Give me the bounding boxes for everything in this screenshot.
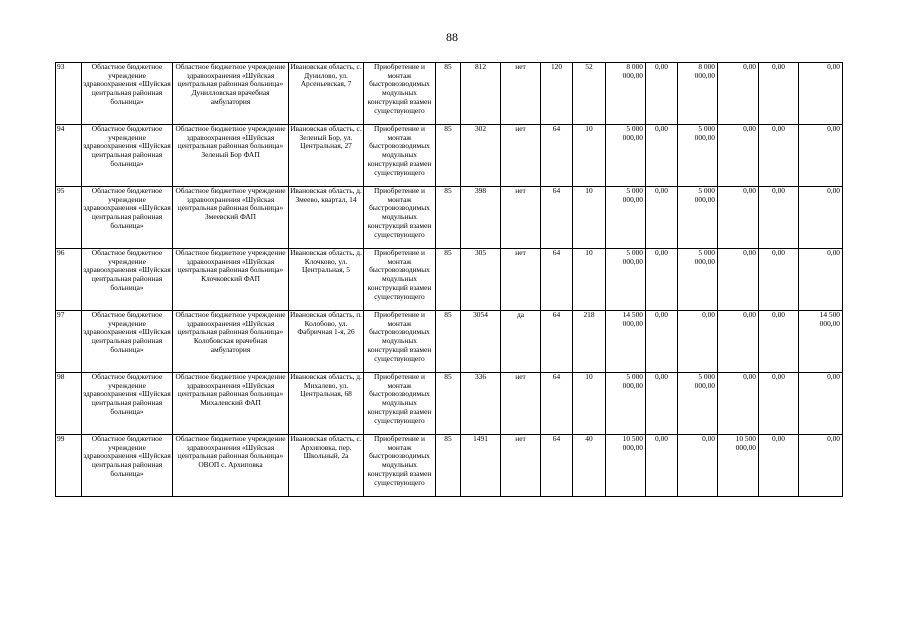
- row-number-cell: 94: [56, 125, 82, 187]
- value-cell: 85: [436, 311, 461, 373]
- work-type-cell: Приобретение и монтаж быстровозводимых модульных конструкций взамен существующего: [364, 435, 436, 497]
- value-cell: 0,00: [799, 187, 843, 249]
- value-cell: 0,00: [759, 187, 799, 249]
- value-cell: 5 000 000,00: [678, 373, 718, 435]
- value-cell: 85: [436, 373, 461, 435]
- value-cell: 0,00: [718, 125, 759, 187]
- value-cell: 85: [436, 125, 461, 187]
- table-row: [56, 63, 843, 125]
- value-cell: 0,00: [646, 435, 678, 497]
- value-cell: нет: [501, 63, 541, 125]
- value-cell: 0,00: [646, 125, 678, 187]
- address-cell: Ивановская область, с. Зеленый Бор, ул. Центральная, 27: [289, 125, 364, 187]
- value-cell: 5 000 000,00: [678, 187, 718, 249]
- value-cell: 10 500 000,00: [718, 435, 759, 497]
- row-number-cell: 96: [56, 249, 82, 311]
- address-cell: Ивановская область, д. Клочково, ул. Центральная, 5: [289, 249, 364, 311]
- value-cell: 85: [436, 63, 461, 125]
- institution-cell: Областное бюджетное учреждение здравоохранения «Шуйская центральная районная больница»: [82, 187, 173, 249]
- work-type-cell: Приобретение и монтаж быстровозводимых модульных конструкций взамен существующего: [364, 125, 436, 187]
- address-cell: Ивановская область, с. Дунилово, ул. Арсеньевская, 7: [289, 63, 364, 125]
- value-cell: 0,00: [759, 125, 799, 187]
- value-cell: 3054: [461, 311, 501, 373]
- value-cell: 336: [461, 373, 501, 435]
- value-cell: 0,00: [718, 373, 759, 435]
- value-cell: 120: [541, 63, 573, 125]
- value-cell: 14 500 000,00: [799, 311, 843, 373]
- value-cell: 0,00: [759, 435, 799, 497]
- value-cell: 14 500 000,00: [606, 311, 646, 373]
- address-cell: Ивановская область, п. Колобово, ул. Фабричная 1-я, 26: [289, 311, 364, 373]
- value-cell: 85: [436, 249, 461, 311]
- table-row: [56, 373, 843, 435]
- table-row: [56, 311, 843, 373]
- value-cell: 812: [461, 63, 501, 125]
- value-cell: нет: [501, 373, 541, 435]
- value-cell: да: [501, 311, 541, 373]
- page-number: 88: [446, 30, 458, 44]
- value-cell: нет: [501, 187, 541, 249]
- value-cell: 64: [541, 187, 573, 249]
- unit-cell: Областное бюджетное учреждение здравоохранения «Шуйская центральная районная больница» Зеленый Бор ФАП: [173, 125, 289, 187]
- value-cell: 10: [573, 125, 606, 187]
- value-cell: 52: [573, 63, 606, 125]
- value-cell: 0,00: [799, 125, 843, 187]
- value-cell: 0,00: [759, 249, 799, 311]
- value-cell: нет: [501, 435, 541, 497]
- value-cell: 398: [461, 187, 501, 249]
- value-cell: 0,00: [718, 187, 759, 249]
- value-cell: 5 000 000,00: [606, 187, 646, 249]
- unit-cell: Областное бюджетное учреждение здравоохранения «Шуйская центральная районная больница» Змеевский ФАП: [173, 187, 289, 249]
- value-cell: 0,00: [718, 63, 759, 125]
- work-type-cell: Приобретение и монтаж быстровозводимых модульных конструкций взамен существующего: [364, 373, 436, 435]
- institution-cell: Областное бюджетное учреждение здравоохранения «Шуйская центральная районная больница»: [82, 435, 173, 497]
- unit-cell: Областное бюджетное учреждение здравоохранения «Шуйская центральная районная больница» Дунилловская врачебная амбулатория: [173, 63, 289, 125]
- value-cell: 0,00: [646, 187, 678, 249]
- value-cell: 64: [541, 435, 573, 497]
- work-type-cell: Приобретение и монтаж быстровозводимых модульных конструкций взамен существующего: [364, 249, 436, 311]
- value-cell: 5 000 000,00: [606, 125, 646, 187]
- value-cell: 0,00: [759, 311, 799, 373]
- address-cell: Ивановская область, д. Михалево, ул. Центральная, 68: [289, 373, 364, 435]
- value-cell: 218: [573, 311, 606, 373]
- table-row: [56, 435, 843, 497]
- institution-cell: Областное бюджетное учреждение здравоохранения «Шуйская центральная районная больница»: [82, 373, 173, 435]
- value-cell: 0,00: [759, 63, 799, 125]
- unit-cell: Областное бюджетное учреждение здравоохранения «Шуйская центральная районная больница» Михалевский ФАП: [173, 373, 289, 435]
- value-cell: 5 000 000,00: [678, 249, 718, 311]
- value-cell: 0,00: [759, 373, 799, 435]
- institution-cell: Областное бюджетное учреждение здравоохранения «Шуйская центральная районная больница»: [82, 311, 173, 373]
- row-number-cell: 98: [56, 373, 82, 435]
- value-cell: 85: [436, 187, 461, 249]
- value-cell: 64: [541, 125, 573, 187]
- unit-cell: Областное бюджетное учреждение здравоохранения «Шуйская центральная районная больница» Клочковский ФАП: [173, 249, 289, 311]
- value-cell: нет: [501, 125, 541, 187]
- value-cell: 0,00: [799, 373, 843, 435]
- institution-cell: Областное бюджетное учреждение здравоохранения «Шуйская центральная районная больница»: [82, 125, 173, 187]
- table-row: [56, 187, 843, 249]
- value-cell: 0,00: [799, 249, 843, 311]
- institution-cell: Областное бюджетное учреждение здравоохранения «Шуйская центральная районная больница»: [82, 63, 173, 125]
- work-type-cell: Приобретение и монтаж быстровозводимых модульных конструкций взамен существующего: [364, 63, 436, 125]
- table-body: [56, 63, 843, 497]
- address-cell: Ивановская область, с. Архиповка, пер. Школьный, 2а: [289, 435, 364, 497]
- value-cell: 10: [573, 373, 606, 435]
- value-cell: 0,00: [718, 311, 759, 373]
- value-cell: 5 000 000,00: [606, 249, 646, 311]
- value-cell: 0,00: [799, 435, 843, 497]
- value-cell: 0,00: [678, 311, 718, 373]
- row-number-cell: 93: [56, 63, 82, 125]
- value-cell: 0,00: [646, 63, 678, 125]
- table-row: [56, 125, 843, 187]
- value-cell: 0,00: [678, 435, 718, 497]
- value-cell: 8 000 000,00: [678, 63, 718, 125]
- value-cell: 40: [573, 435, 606, 497]
- value-cell: 10 500 000,00: [606, 435, 646, 497]
- row-number-cell: 97: [56, 311, 82, 373]
- value-cell: нет: [501, 249, 541, 311]
- value-cell: 64: [541, 373, 573, 435]
- value-cell: 5 000 000,00: [678, 125, 718, 187]
- value-cell: 10: [573, 187, 606, 249]
- row-number-cell: 95: [56, 187, 82, 249]
- work-type-cell: Приобретение и монтаж быстровозводимых модульных конструкций взамен существующего: [364, 311, 436, 373]
- value-cell: 85: [436, 435, 461, 497]
- facilities-table: [55, 62, 843, 497]
- value-cell: 0,00: [646, 249, 678, 311]
- unit-cell: Областное бюджетное учреждение здравоохранения «Шуйская центральная районная больница» ОВОП с. Архиповка: [173, 435, 289, 497]
- value-cell: 0,00: [799, 63, 843, 125]
- value-cell: 0,00: [646, 373, 678, 435]
- value-cell: 10: [573, 249, 606, 311]
- row-number-cell: 99: [56, 435, 82, 497]
- table-row: [56, 249, 843, 311]
- address-cell: Ивановская область, д. Змеево, квартал, 14: [289, 187, 364, 249]
- value-cell: 302: [461, 125, 501, 187]
- value-cell: 0,00: [646, 311, 678, 373]
- work-type-cell: Приобретение и монтаж быстровозводимых модульных конструкций взамен существующего: [364, 187, 436, 249]
- value-cell: 64: [541, 311, 573, 373]
- institution-cell: Областное бюджетное учреждение здравоохранения «Шуйская центральная районная больница»: [82, 249, 173, 311]
- value-cell: 0,00: [718, 249, 759, 311]
- value-cell: 305: [461, 249, 501, 311]
- value-cell: 5 000 000,00: [606, 373, 646, 435]
- value-cell: 64: [541, 249, 573, 311]
- unit-cell: Областное бюджетное учреждение здравоохранения «Шуйская центральная районная больница» Колобовская врачебная амбулатория: [173, 311, 289, 373]
- value-cell: 8 000 000,00: [606, 63, 646, 125]
- value-cell: 1491: [461, 435, 501, 497]
